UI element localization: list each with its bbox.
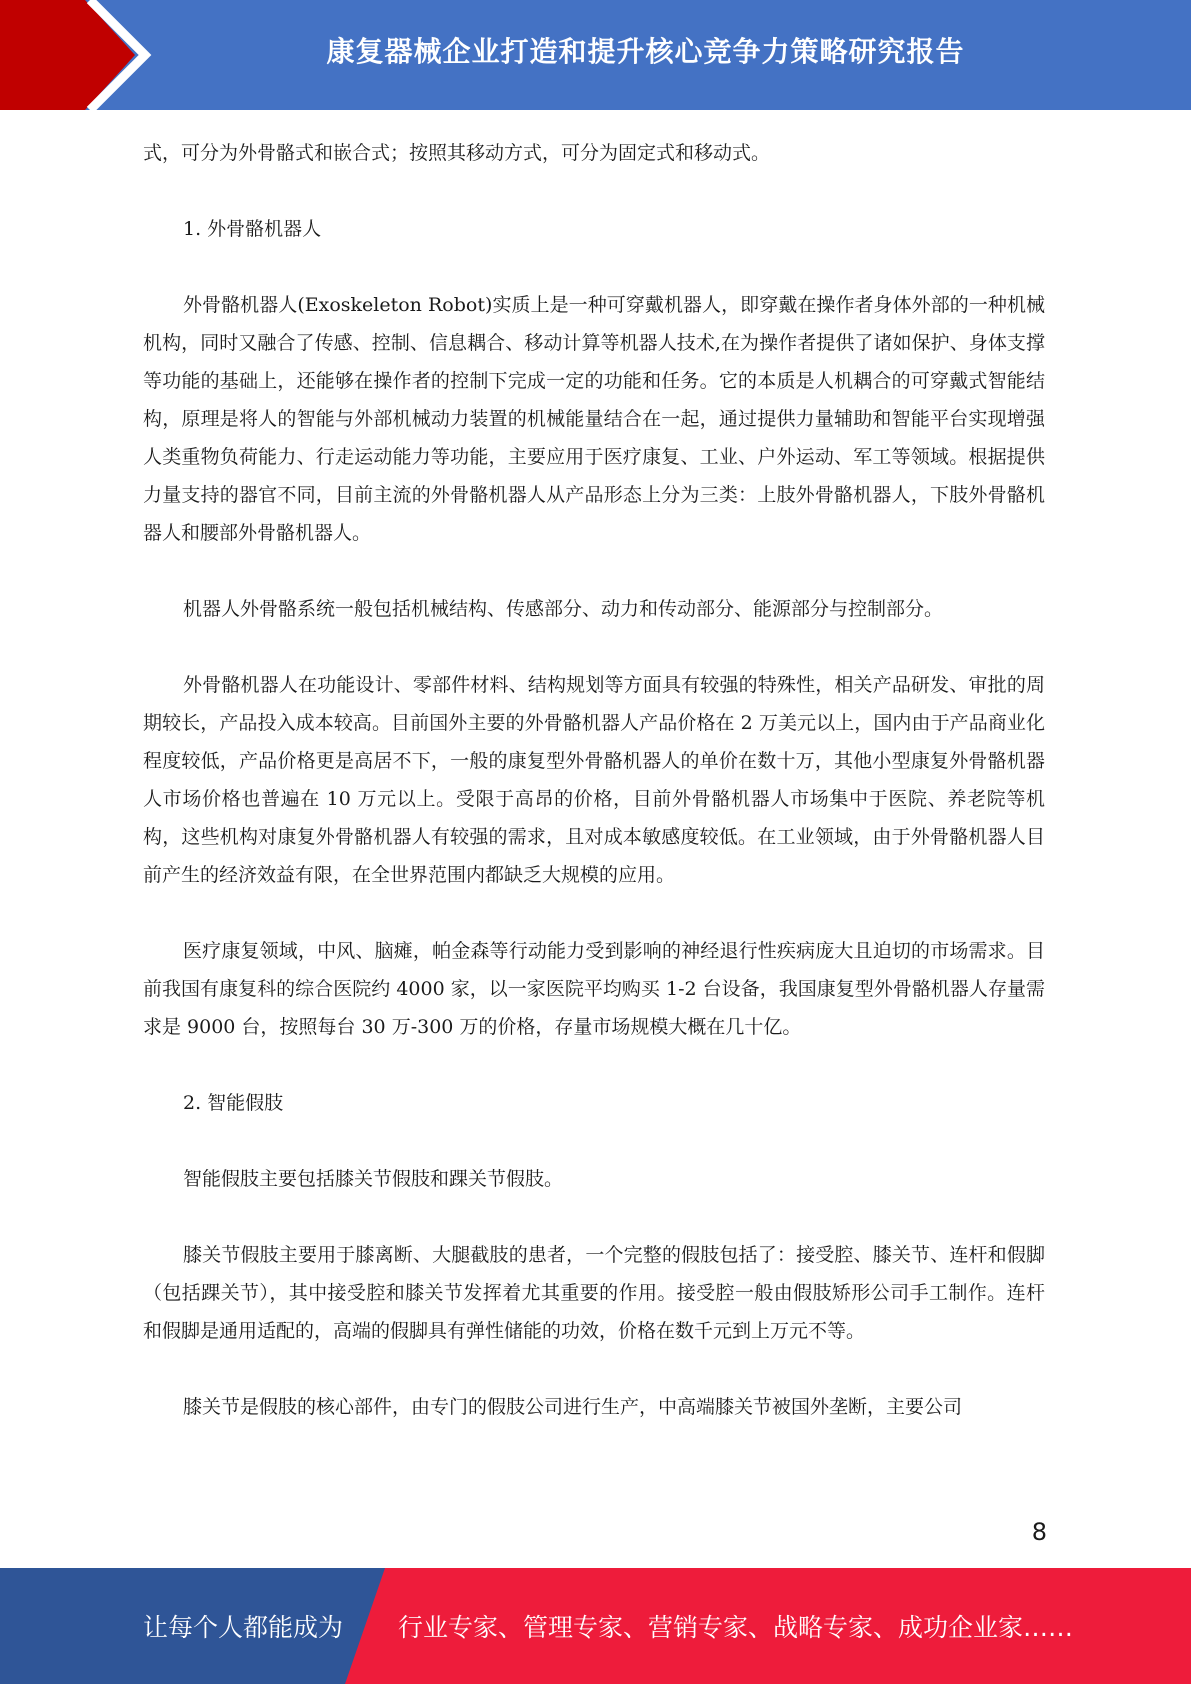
body-paragraph: 膝关节假肢主要用于膝离断、大腿截肢的患者，一个完整的假肢包括了：接受腔、膝关节、连杆和假脚（包括踝关节），其中接受腔和膝关节发挥着尤其重要的作用。接受腔一般由假肢矫形公司手工制作。连杆和假脚是通用适配的，高端的假脚具有弹性储能的功效，价格在数千元到上万元不等。 <box>143 1244 1045 1342</box>
section-heading-exoskeleton: 1. 外骨骼机器人 <box>183 218 322 240</box>
body-paragraph: 膝关节是假肢的核心部件，由专门的假肢公司进行生产，中高端膝关节被国外垄断，主要公司 <box>183 1396 963 1418</box>
body-paragraph: 医疗康复领域，中风、脑瘫，帕金森等行动能力受到影响的神经退行性疾病庞大且迫切的市场需求。目前我国有康复科的综合医院约 4000 家，以一家医院平均购买 1-2 台设备，我国康复型外骨骼机器人存量需求是 9000 台，按照每台 30 万-300 万的价格，存量市场规模大概在几十亿。 <box>143 940 1045 1038</box>
body-paragraph: 外骨骼机器人(Exoskeleton Robot)实质上是一种可穿戴机器人，即穿戴在操作者身体外部的一种机械机构，同时又融合了传感、控制、信息耦合、移动计算等机器人技术,在为操作者提供了诸如保护、身体支撑等功能的基础上，还能够在操作者的控制下完成一定的功能和任务。它的本质是人机耦合的可穿戴式智能结构，原理是将人的智能与外部机械动力装置的机械能量结合在一起，通过提供力量辅助和智能平台实现增强人类重物负荷能力、行走运动能力等功能，主要应用于医疗康复、工业、户外运动、军工等领域。根据提供力量支持的器官不同，目前主流的外骨骼机器人从产品形态上分为三类：上肢外骨骼机器人，下肢外骨骼机器人和腰部外骨骼机器人。 <box>143 294 1045 544</box>
body-paragraph-continuation: 式，可分为外骨骼式和嵌合式；按照其移动方式，可分为固定式和移动式。 <box>143 142 771 164</box>
page-number: 8 <box>1031 1518 1047 1546</box>
document-body <box>143 134 1045 1464</box>
page-footer <box>0 1568 1191 1684</box>
body-paragraph: 外骨骼机器人在功能设计、零部件材料、结构规划等方面具有较强的特殊性，相关产品研发、审批的周期较长，产品投入成本较高。目前国外主要的外骨骼机器人产品价格在 2 万美元以上，国内由于产品商业化程度较低，产品价格更是高居不下，一般的康复型外骨骼机器人的单价在数十万，其他小型康复外骨骼机器人市场价格也普遍在 10 万元以上。受限于高昂的价格，目前外骨骼机器人市场集中于医院、养老院等机构，这些机构对康复外骨骼机器人有较强的需求，且对成本敏感度较低。在工业领域，由于外骨骼机器人目前产生的经济效益有限，在全世界范围内都缺乏大规模的应用。 <box>143 674 1045 886</box>
header-arrow-decoration <box>0 0 160 110</box>
footer-slogan-right: 行业专家、管理专家、营销专家、战略专家、成功企业家…… <box>398 1613 1074 1642</box>
footer-slogan-left: 让每个人都能成为 <box>143 1613 344 1642</box>
section-heading-smart-prosthesis: 2. 智能假肢 <box>183 1092 284 1114</box>
body-paragraph: 机器人外骨骼系统一般包括机械结构、传感部分、动力和传动部分、能源部分与控制部分。 <box>183 598 944 620</box>
header-red-chevron <box>0 0 135 110</box>
page-header <box>0 0 1191 110</box>
report-title: 康复器械企业打造和提升核心竞争力策略研究报告 <box>326 35 965 68</box>
body-paragraph: 智能假肢主要包括膝关节假肢和踝关节假肢。 <box>183 1168 564 1190</box>
